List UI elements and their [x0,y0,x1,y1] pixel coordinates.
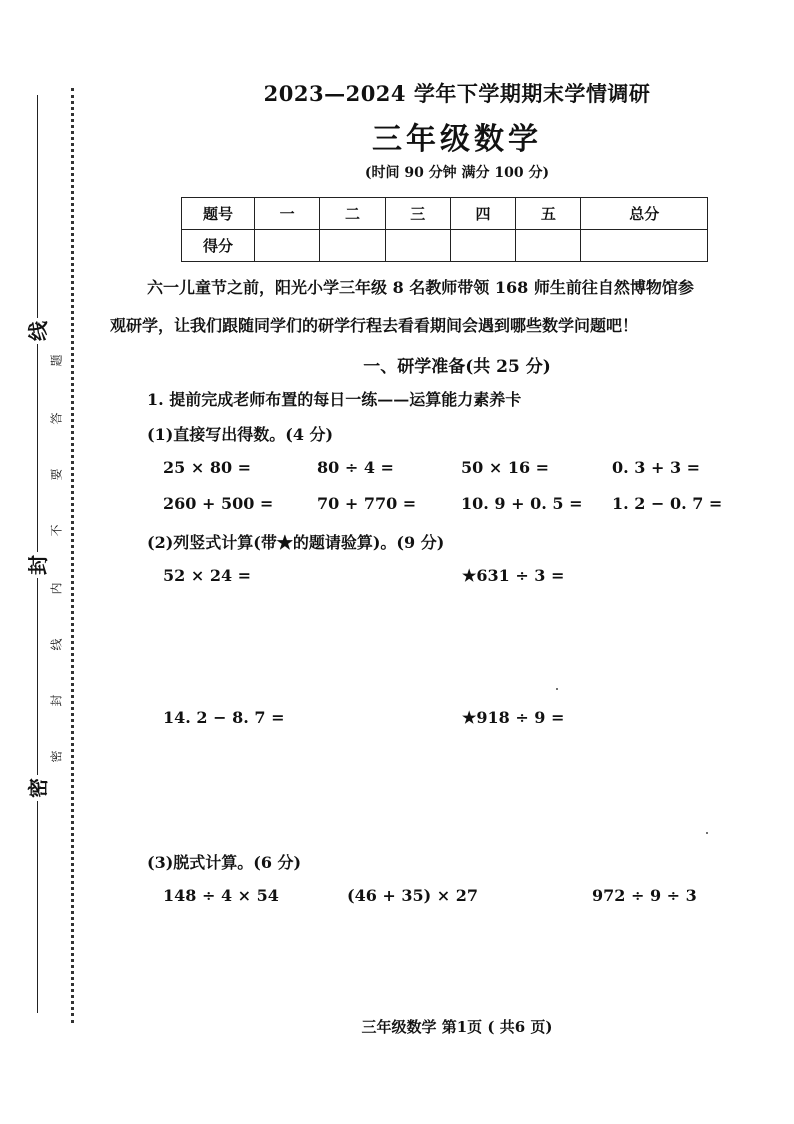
score-header-cell: 四 [450,198,515,230]
binding-note-char: 答 [49,412,64,425]
score-header-cell: 一 [255,198,320,230]
binding-note-char: 题 [49,354,64,367]
question-1-title: 1. 提前完成老师布置的每日一练——运算能力素养卡 [147,390,522,409]
score-row-label: 得分 [182,230,255,262]
score-input-cell[interactable] [255,230,320,262]
binding-char-mi: 密 [25,775,51,801]
score-table-header-row [182,198,708,230]
oral-calc-item: 260 + 500 = [163,494,274,513]
score-header-cell: 二 [320,198,385,230]
oral-calc-item: 1. 2 − 0. 7 = [612,494,723,513]
binding-note-char: 密 [49,750,64,763]
vertical-calc-item: 14. 2 − 8. 7 = [163,708,285,727]
oral-calc-item: 50 × 16 = [461,458,550,477]
binding-note-char: 内 [49,582,64,595]
vertical-calc-item: ★918 ÷ 9 = [462,708,565,727]
exam-time-score: (时间 90 分钟 满分 100 分) [364,165,550,181]
oral-calc-item: 0. 3 + 3 = [612,458,701,477]
step-calc-item: 148 ÷ 4 × 54 [163,886,279,905]
score-table [181,197,708,262]
score-header-cell: 五 [516,198,581,230]
page-footer: 三年级数学 第1页 ( 共6 页) [361,1018,553,1036]
score-header-cell: 总分 [581,198,708,230]
part-1-title: (1)直接写出得数。(4 分) [147,425,334,444]
cut-dotted-line [71,88,74,1023]
score-input-cell[interactable] [320,230,385,262]
binding-note-char: 不 [49,524,64,537]
score-input-cell[interactable] [385,230,450,262]
binding-note-char: 封 [49,694,64,707]
score-input-cell[interactable] [516,230,581,262]
exam-title: 2023—2024 学年下学期期末学情调研 [263,81,651,106]
score-input-cell[interactable] [450,230,515,262]
score-header-cell: 三 [385,198,450,230]
vertical-calc-item: ★631 ÷ 3 = [462,566,565,585]
score-table-score-row [182,230,708,262]
score-header-cell: 题号 [182,198,255,230]
oral-calc-item: 70 + 770 = [317,494,417,513]
binding-char-feng: 封 [25,552,51,578]
binding-char-xian: 线 [25,318,51,344]
vertical-calc-item: 52 × 24 = [163,566,252,585]
exam-subject: 三年级数学 [372,122,542,157]
scan-speck [556,688,558,690]
part-2-title: (2)列竖式计算(带★的题请验算)。(9 分) [147,533,445,552]
scan-speck [706,832,708,834]
intro-line-2: 观研学，让我们跟随同学们的研学行程去看看期间会遇到哪些数学问题吧！ [110,316,639,335]
oral-calc-item: 25 × 80 = [163,458,252,477]
part-3-title: (3)脱式计算。(6 分) [147,853,302,872]
section-1-title: 一、研学准备(共 25 分) [363,357,551,377]
score-input-cell[interactable] [581,230,708,262]
oral-calc-item: 10. 9 + 0. 5 = [461,494,583,513]
oral-calc-item: 80 ÷ 4 = [317,458,394,477]
binding-note-char: 线 [49,638,64,651]
binding-note-char: 要 [49,468,64,481]
step-calc-item: (46 + 35) × 27 [347,886,479,905]
intro-line-1: 六一儿童节之前，阳光小学三年级 8 名教师带领 168 师生前往自然博物馆参 [147,278,694,297]
step-calc-item: 972 ÷ 9 ÷ 3 [592,886,697,905]
